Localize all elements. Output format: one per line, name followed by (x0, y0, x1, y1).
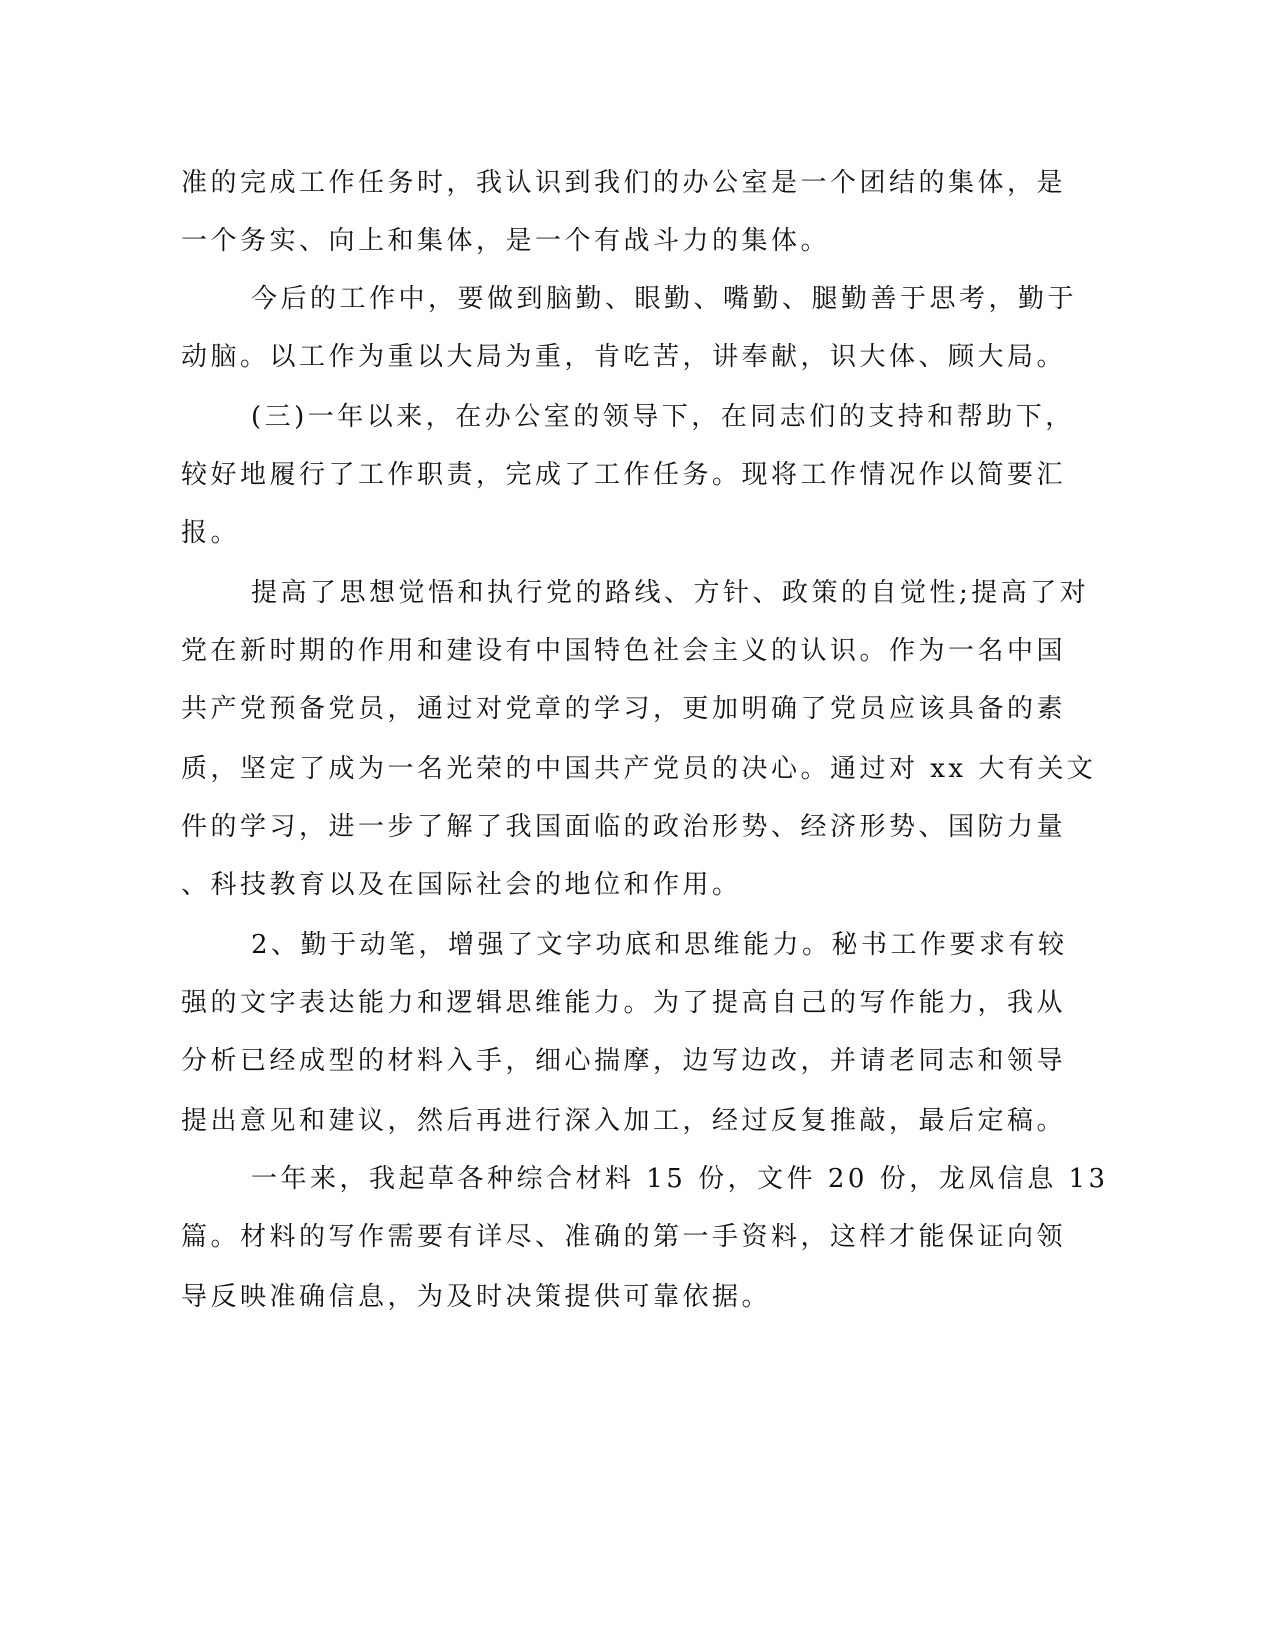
text-line: 报。 (181, 518, 241, 548)
text-line: 一个务实、向上和集体，是一个有战斗力的集体。 (181, 226, 831, 256)
text-line: 准的完成工作任务时，我认识到我们的办公室是一个团结的集体，是 (181, 168, 1067, 198)
text-line: 质，坚定了成为一名光荣的中国共产党员的决心。通过对 xx 大有关文 (181, 754, 1097, 784)
text-line: 篇。材料的写作需要有详尽、准确的第一手资料，这样才能保证向领 (181, 1222, 1067, 1252)
text-line: 提出意见和建议，然后再进行深入加工，经过反复推敲，最后定稿。 (181, 1106, 1067, 1136)
text-line: 动脑。以工作为重以大局为重，肯吃苦，讲奉献，识大体、顾大局。 (181, 342, 1067, 372)
text-line: 党在新时期的作用和建设有中国特色社会主义的认识。作为一名中国 (181, 636, 1067, 666)
text-line: (三)一年以来，在办公室的领导下，在同志们的支持和帮助下， (251, 402, 1075, 432)
text-line: 导反映准确信息，为及时决策提供可靠依据。 (181, 1282, 772, 1312)
text-line: 强的文字表达能力和逻辑思维能力。为了提高自己的写作能力，我从 (181, 988, 1067, 1018)
text-line: 一年来，我起草各种综合材料 15 份，文件 20 份，龙凤信息 13 (251, 1164, 1109, 1194)
text-line: 、科技教育以及在国际社会的地位和作用。 (181, 870, 742, 900)
text-line: 提高了思想觉悟和执行党的路线、方针、政策的自觉性;提高了对 (251, 578, 1090, 608)
text-line: 共产党预备党员，通过对党章的学习，更加明确了党员应该具备的素 (181, 694, 1067, 724)
text-line: 较好地履行了工作职责，完成了工作任务。现将工作情况作以简要汇 (181, 460, 1067, 490)
text-line: 2、勤于动笔，增强了文字功底和思维能力。秘书工作要求有较 (251, 930, 1068, 960)
text-line: 件的学习，进一步了解了我国面临的政治形势、经济形势、国防力量 (181, 812, 1067, 842)
text-line: 今后的工作中，要做到脑勤、眼勤、嘴勤、腿勤善于思考，勤于 (251, 284, 1078, 314)
text-line: 分析已经成型的材料入手，细心揣摩，边写边改，并请老同志和领导 (181, 1046, 1067, 1076)
